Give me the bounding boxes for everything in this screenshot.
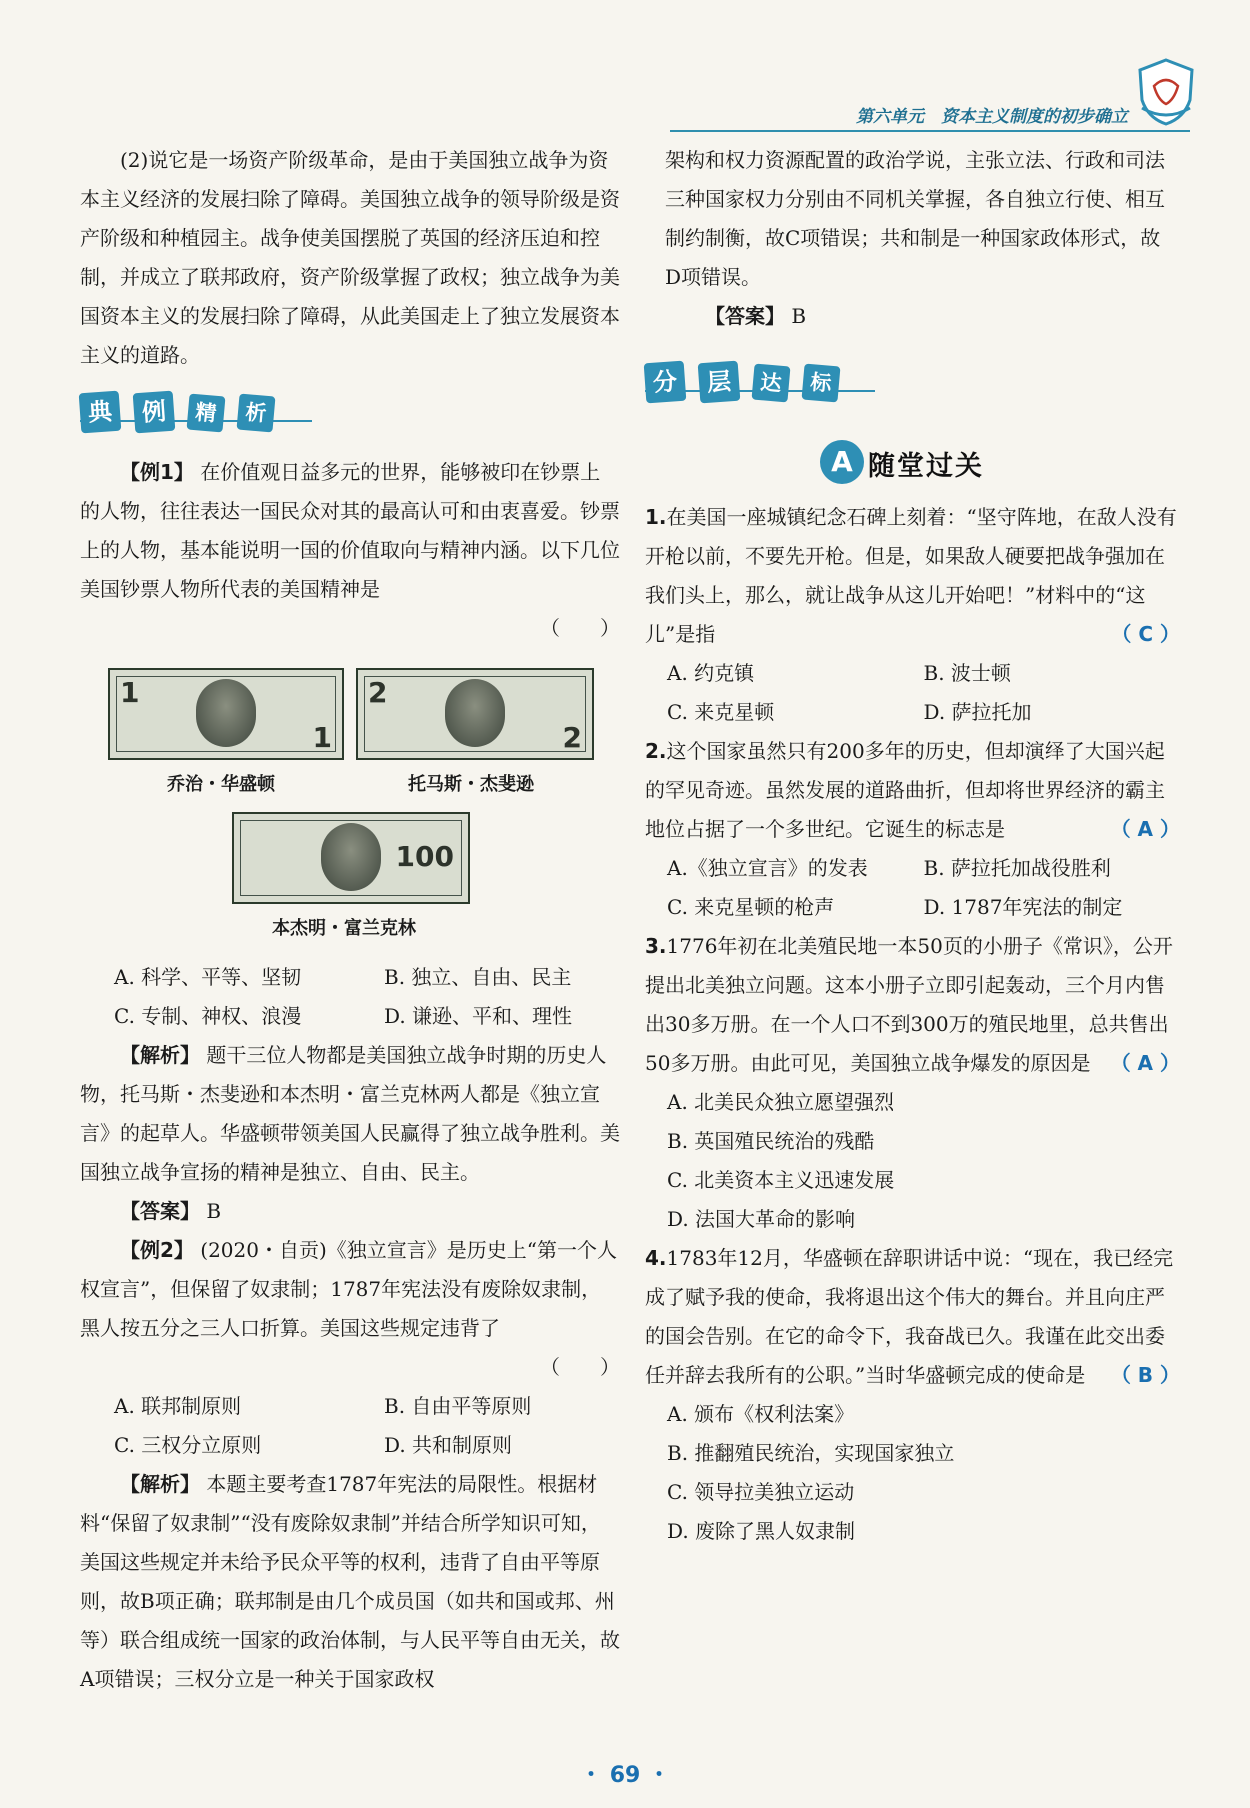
question-number: 3. [645,934,667,958]
example-2-options [80,1387,620,1465]
intro-paragraph: (2)说它是一场资产阶级革命，是由于美国独立战争为资本主义经济的发展扫除了障碍。美国独立战争的领导阶级是资产阶级和种植园主。战争使美国摆脱了英国的经济压迫和控制，并成立了联邦政府，资产阶级掌握了政权；独立战争为美国资本主义的发展扫除了障碍，从此美国走上了独立发展资本主义的道路。 [80,148,620,367]
option: D. 共和制原则 [384,1433,513,1457]
unit-title: 第六单元 资本主义制度的初步确立 [856,107,1128,127]
example-1-tag: 【例1】 [120,460,194,484]
option: D. 废除了黑人奴隶制 [667,1519,856,1543]
question-answer: （ A ） [1110,817,1180,841]
right-column [665,141,1175,336]
example-1-stem: 在价值观日益多元的世界，能够被印在钞票上的人物，往往表达一国民众对其的最高认可和由衷喜爱。钞票上的人物，基本能说明一国的价值取向与精神内涵。以下几位美国钞票人物所代表的美国精神是 [80,460,620,601]
analysis-text: 本题主要考查1787年宪法的局限性。根据材料“保留了奴隶制”“没有废除奴隶制”并结合所学知识可知，美国这些规定并未给予民众平等的权利，违背了自由平等原则，故B项正确；联邦制是由几个成员国（如共和国或邦、州等）联合组成统一国家的政治体制，与人民平等自由无关，故A项错误；三权分立是一种关于国家政权 [80,1472,620,1691]
analysis-text: 题干三位人物都是美国独立战争时期的历史人物，托马斯・杰斐逊和本杰明・富兰克林两人都是《独立宣言》的起草人。华盛顿带领美国人民赢得了独立战争胜利。美国独立战争宣扬的精神是独立、自由、民主。 [80,1043,620,1184]
option: A.《独立宣言》的发表 [667,856,868,880]
question-stem: 1783年12月，华盛顿在辞职讲话中说：“现在，我已经完成了赋予我的使命，我将退出这个伟大的舞台。并且向庄严的国会告别。在它的命令下，我奋战已久。我谨在此交出委任并辞去我所有的公职。”当时华盛顿完成的使命是 [645,1246,1174,1387]
analysis-tag: 【解析】 [120,1472,200,1496]
option: D. 谦逊、平和、理性 [384,1004,573,1028]
option: B. 独立、自由、民主 [384,965,572,989]
subsection-heading [820,440,1030,484]
option: D. 萨拉托加 [923,700,1032,724]
option: A. 北美民众独立愿望强烈 [667,1090,895,1114]
question-number: 4. [645,1246,667,1270]
answer-value: B [206,1199,222,1223]
caption-washington: 乔治・华盛顿 [167,774,275,795]
level-a-icon: A [820,440,864,484]
one-dollar-bill: 1 1 [108,668,344,760]
option: C. 来克星顿的枪声 [667,895,835,919]
answer-value: B [791,304,807,328]
section-char: 分 [644,361,687,404]
question-list [645,498,1180,1551]
answer-paren: （ ） [540,1355,620,1379]
page-number: ・ 69 ・ [580,1763,670,1788]
option: A. 颁布《权利法案》 [667,1402,855,1426]
option: D. 法国大革命的影响 [667,1207,856,1231]
answer-tag: 【答案】 [120,1199,200,1223]
option: B. 自由平等原则 [384,1394,532,1418]
question-answer: （ A ） [1110,1051,1180,1075]
question-1 [645,498,1180,732]
example-2-stem: (2020・自贡)《独立宣言》是历史上“第一个人权宣言”，但保留了奴隶制；1787年宪法没有废除奴隶制，黑人按五分之三人口折算。美国这些规定违背了 [80,1238,618,1340]
question-2 [645,732,1180,927]
answer-paren: （ ） [540,616,620,640]
analysis-continued: 架构和权力资源配置的政治学说，主张立法、行政和司法三种国家权力分别由不同机关掌握，各自独立行使、相互制约制衡，故C项错误；共和制是一种国家政体形式，故D项错误。 [665,148,1165,289]
section-heading-practice [645,362,875,414]
option: C. 北美资本主义迅速发展 [667,1168,895,1192]
option: C. 专制、神权、浪漫 [114,1004,302,1028]
answer-tag: 【答案】 [705,304,785,328]
question-stem: 在美国一座城镇纪念石碑上刻着：“坚守阵地，在敌人没有开枪以前，不要先开枪。但是，如果敌人硬要把战争强加在我们头上，那么，就让战争从这儿开始吧！”材料中的“这儿”是指 [645,505,1177,646]
option: B. 推翻殖民统治，实现国家独立 [667,1441,955,1465]
section-char: 析 [236,393,275,432]
left-column [80,141,620,375]
question-stem: 这个国家虽然只有200多年的历史，但却演绎了大国兴起的罕见奇迹。虽然发展的道路曲折，但却将世界经济的霸主地位占据了一个多世纪。它诞生的标志是 [645,739,1165,841]
caption-franklin: 本杰明・富兰克林 [272,918,416,939]
option: A. 科学、平等、坚韧 [114,965,302,989]
option: A. 联邦制原则 [114,1394,242,1418]
school-shield-icon [1134,56,1198,128]
hundred-dollar-bill: 100 [232,812,470,904]
caption-jefferson: 托马斯・杰斐逊 [408,774,534,795]
option: B. 萨拉托加战役胜利 [923,856,1111,880]
question-number: 2. [645,739,667,763]
section-heading-examples [80,392,312,444]
example-2-tag: 【例2】 [120,1238,194,1262]
section-char: 达 [751,363,790,402]
section-char: 精 [186,393,225,432]
question-3 [645,927,1180,1239]
option: C. 来克星顿 [667,700,775,724]
section-char: 标 [801,363,840,402]
section-char: 典 [79,391,122,434]
section-char: 例 [133,391,176,434]
option: B. 波士顿 [923,661,1011,685]
subsection-title: 随堂过关 [868,451,984,482]
option: C. 领导拉美独立运动 [667,1480,855,1504]
example-1 [80,453,620,648]
option: B. 英国殖民统治的残酷 [667,1129,875,1153]
option: D. 1787年宪法的制定 [923,895,1123,919]
example-1-body [80,958,620,1699]
question-stem: 1776年初在北美殖民地一本50页的小册子《常识》，公开提出北美独立问题。这本小册子立即引起轰动，三个月内售出30多万册。在一个人口不到300万的殖民地里，总共售出50多万册。由此可见，美国独立战争爆发的原因是 [645,934,1173,1075]
option: A. 约克镇 [667,661,755,685]
question-answer: （ C ） [1111,622,1180,646]
banknote-figure [108,668,592,928]
example-1-options [80,958,620,1036]
running-header [670,100,1190,132]
question-4 [645,1239,1180,1551]
two-dollar-bill: 2 2 [356,668,594,760]
section-char: 层 [698,361,741,404]
question-number: 1. [645,505,667,529]
option: C. 三权分立原则 [114,1433,262,1457]
question-answer: （ B ） [1110,1363,1180,1387]
analysis-tag: 【解析】 [120,1043,200,1067]
